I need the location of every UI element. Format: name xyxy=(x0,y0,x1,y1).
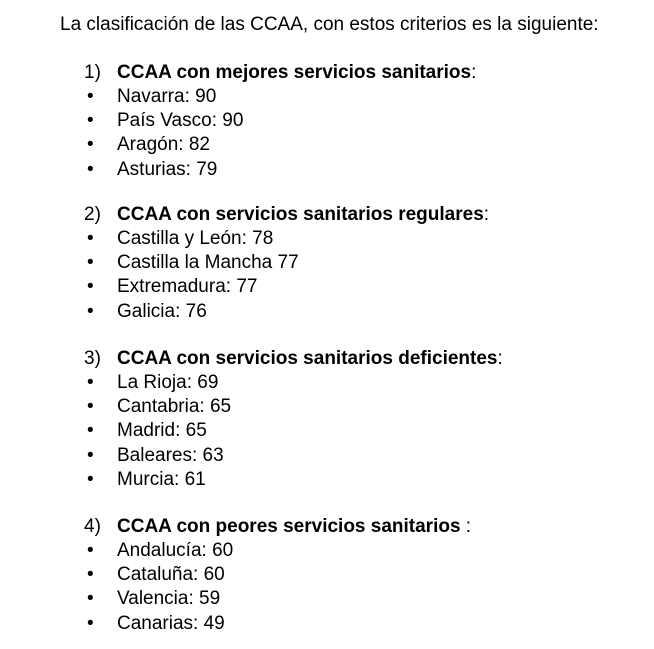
bullet-icon: • xyxy=(87,276,94,298)
intro-text: La clasificación de las CCAA, con estos criterios es la siguiente: xyxy=(60,14,599,35)
list-item: • La Rioja: 69 xyxy=(84,371,644,395)
list-item: • Cataluña: 60 xyxy=(84,563,644,587)
section-number: 4) xyxy=(84,516,101,537)
section-title: CCAA con servicios sanitarios deficientes xyxy=(117,348,498,369)
bullet-icon: • xyxy=(87,372,94,393)
section-number: 3) xyxy=(84,348,101,369)
section-3 xyxy=(84,347,644,492)
list-item: • Galicia: 76 xyxy=(84,300,644,324)
list-item: • Castilla la Mancha 77 xyxy=(84,251,644,275)
list-item: • Castilla y León: 78 xyxy=(84,227,644,251)
bullet-icon: • xyxy=(87,468,94,490)
bullet-icon: • xyxy=(87,86,94,107)
bullet-icon: • xyxy=(87,228,94,249)
section-number: 2) xyxy=(84,204,101,225)
section-title: CCAA con servicios sanitarios regulares xyxy=(117,204,484,225)
section-suffix: : xyxy=(460,516,472,537)
list-item: • Canarias: 49 xyxy=(84,612,644,636)
section-number: 1) xyxy=(84,62,101,83)
section-suffix: : xyxy=(483,204,490,225)
bullet-icon: • xyxy=(87,540,94,561)
list-item: • Baleares: 63 xyxy=(84,444,644,468)
list-item: • Asturias: 79 xyxy=(84,158,644,182)
section-heading xyxy=(84,347,644,371)
section-1 xyxy=(84,61,644,182)
section-4 xyxy=(84,515,644,636)
list-item: • Madrid: 65 xyxy=(84,419,644,443)
bullet-icon: • xyxy=(87,564,94,586)
bullet-icon: • xyxy=(87,134,94,156)
section-heading xyxy=(84,515,644,539)
section-title: CCAA con mejores servicios sanitarios xyxy=(117,62,472,83)
item-list xyxy=(84,371,644,492)
bullet-icon: • xyxy=(87,252,94,274)
list-item: • Navarra: 90 xyxy=(84,85,644,109)
section-suffix: : xyxy=(471,62,477,83)
item-list xyxy=(84,539,644,636)
list-item: • Andalucía: 60 xyxy=(84,539,644,563)
section-suffix: : xyxy=(497,348,503,369)
list-item: • Extremadura: 77 xyxy=(84,275,644,299)
section-2 xyxy=(84,203,644,324)
list-item: • Murcia: 61 xyxy=(84,468,644,492)
bullet-icon: • xyxy=(87,588,94,610)
list-item: • Cantabria: 65 xyxy=(84,395,644,419)
list-item: • País Vasco: 90 xyxy=(84,109,644,133)
bullet-icon: • xyxy=(87,396,94,418)
list-item: • Valencia: 59 xyxy=(84,587,644,611)
section-heading xyxy=(84,61,644,85)
bullet-icon: • xyxy=(87,300,94,322)
bullet-icon: • xyxy=(87,158,94,180)
section-title: CCAA con peores servicios sanitarios xyxy=(117,516,461,537)
item-list xyxy=(84,85,644,182)
bullet-icon: • xyxy=(87,110,94,132)
section-heading xyxy=(84,203,644,227)
item-list xyxy=(84,227,644,324)
list-item: • Aragón: 82 xyxy=(84,133,644,157)
bullet-icon: • xyxy=(87,420,94,442)
bullet-icon: • xyxy=(87,444,94,466)
bullet-icon: • xyxy=(87,612,94,634)
